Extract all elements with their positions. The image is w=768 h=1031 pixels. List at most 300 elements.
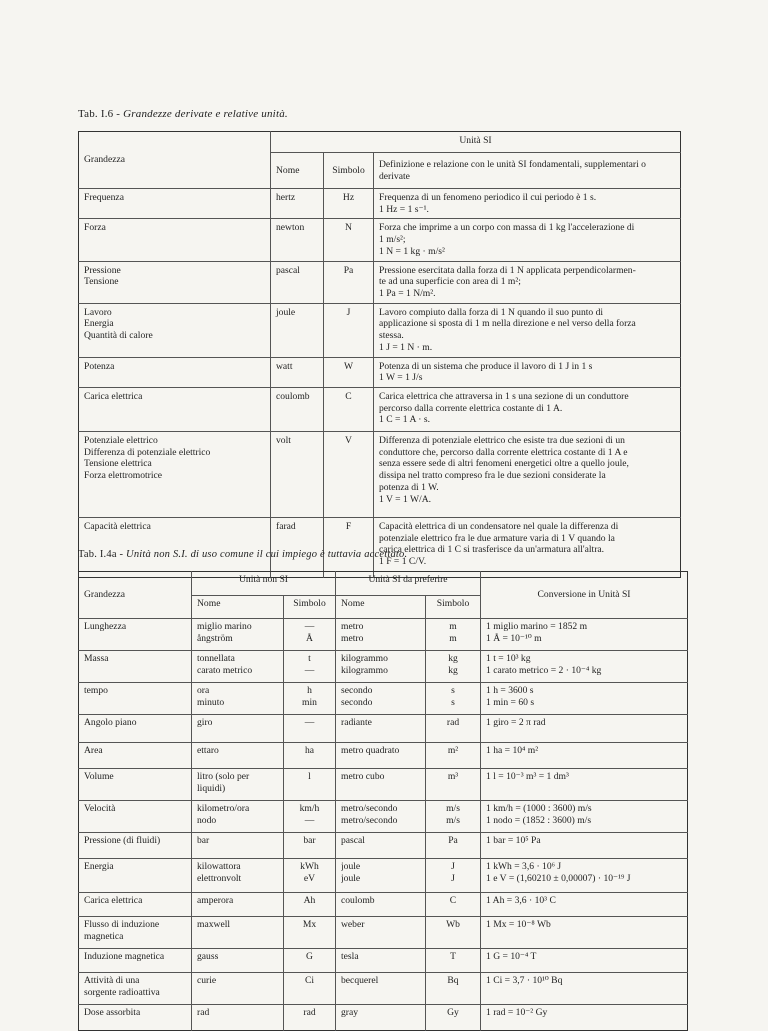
conversion-cell (481, 619, 688, 651)
si-symbol: Gy (447, 1007, 459, 1018)
non-si-name: litro (solo per (197, 771, 250, 782)
si-name: joule (341, 872, 361, 884)
definition-cell (374, 189, 681, 219)
non-si-name: bar (197, 835, 210, 846)
unit-name-cell: joule (271, 303, 324, 357)
non-si-symbol-cell (284, 743, 336, 769)
table-row (79, 619, 688, 651)
non-si-name: ettaro (197, 745, 219, 756)
quantity-name: Capacità elettrica (84, 521, 151, 533)
definition-line: percorso dalla corrente elettrica costante di 1 A. (379, 402, 563, 414)
conversion-line: 1 ha = 10⁴ m² (486, 745, 539, 756)
conversion-line: 1 min = 60 s (486, 696, 535, 708)
non-si-name-cell (192, 715, 284, 743)
definition-line: carica elettrica di 1 C si trasferisce da un'armatura all'altra. (379, 544, 605, 556)
non-si-name: kilometro/ora (197, 803, 250, 814)
quantity-cell (79, 683, 192, 715)
si-name: radiante (341, 717, 372, 728)
si-symbol-cell (426, 893, 481, 917)
non-si-symbol: min (302, 696, 317, 708)
table-row (79, 715, 688, 743)
definition-cell (374, 388, 681, 432)
table-row (79, 859, 688, 893)
si-symbol-cell (426, 743, 481, 769)
non-si-symbol-cell (284, 973, 336, 1005)
non-si-name: elettronvolt (197, 872, 242, 884)
definition-cell (374, 219, 681, 261)
non-si-name: gauss (197, 951, 219, 962)
non-si-units-table (78, 571, 688, 1031)
non-si-name: curie (197, 975, 217, 986)
unit-name-cell: pascal (271, 261, 324, 303)
si-name-cell (336, 1005, 426, 1031)
definition-line: 1 m/s²; (379, 234, 406, 246)
non-si-name: ångström (197, 632, 233, 644)
conversion-cell (481, 893, 688, 917)
non-si-symbol: bar (303, 835, 316, 846)
table-row (79, 801, 688, 833)
quantity-name: Carica elettrica (84, 391, 143, 403)
non-si-symbol-cell (284, 917, 336, 949)
conversion-line: 1 carato metrico = 2 · 10⁻⁴ kg (486, 664, 602, 676)
conversion-cell (481, 715, 688, 743)
quantity-cell (79, 189, 271, 219)
definition-line: 1 C = 1 A · s. (379, 414, 430, 426)
non-si-symbol: Ah (303, 895, 316, 906)
quantity-cell (79, 859, 192, 893)
non-si-symbol: kWh (300, 861, 319, 872)
t2-header-non-si: Unità non SI (192, 572, 336, 596)
non-si-symbol: — (304, 664, 315, 676)
si-name-cell (336, 619, 426, 651)
non-si-symbol: — (304, 814, 315, 826)
si-symbol: s (451, 696, 455, 708)
non-si-name-cell (192, 683, 284, 715)
definition-line: Carica elettrica che attraversa in 1 s una sezione di un conduttore (379, 391, 629, 403)
si-symbol: C (449, 895, 457, 906)
conversion-line: 1 kWh = 3,6 · 10⁶ J (486, 861, 562, 872)
quantity-name: Potenziale elettrico (84, 435, 158, 447)
si-name-cell (336, 801, 426, 833)
quantity-name: Pressione (84, 264, 121, 276)
quantity-name: magnetica (84, 930, 124, 942)
non-si-name: ora (197, 685, 210, 696)
non-si-name-cell (192, 801, 284, 833)
si-symbol: T (450, 951, 456, 962)
quantity-name: Pressione (di fluidi) (84, 835, 161, 846)
quantity-name: Attività di una (84, 975, 140, 986)
definition-line: Pressione esercitata dalla forza di 1 N applicata perpendicolarmen- (379, 264, 636, 276)
non-si-symbol-cell (284, 651, 336, 683)
definition-line: applicazione si sposta di 1 m nella direzione e nel verso della forza (379, 318, 636, 330)
table2-caption (78, 549, 407, 560)
unit-symbol-cell: Pa (324, 261, 374, 303)
non-si-symbol-cell (284, 715, 336, 743)
conversion-line: 1 e V = (1,60210 ± 0,00007) · 10⁻¹⁹ J (486, 872, 631, 884)
derived-units-table (78, 131, 681, 578)
quantity-name: Angolo piano (84, 717, 137, 728)
si-name: metro cubo (341, 771, 385, 782)
t2-header-conversion: Conversione in Unità SI (481, 572, 688, 619)
quantity-name: tempo (84, 685, 108, 696)
conversion-line: 1 l = 10⁻³ m³ = 1 dm³ (486, 771, 569, 782)
si-symbol-cell (426, 949, 481, 973)
quantity-cell (79, 432, 271, 518)
quantity-cell (79, 518, 271, 578)
t1-header-name: Nome (271, 153, 324, 189)
quantity-cell (79, 357, 271, 387)
si-name: gray (341, 1007, 359, 1018)
conversion-cell (481, 801, 688, 833)
si-symbol-cell (426, 973, 481, 1005)
si-symbol: kg (448, 664, 458, 676)
definition-cell (374, 303, 681, 357)
conversion-line: 1 nodo = (1852 : 3600) m/s (486, 814, 592, 826)
quantity-cell (79, 261, 271, 303)
si-name-cell (336, 949, 426, 973)
definition-line: Forza che imprime a un corpo con massa di 1 kg l'accelerazione di (379, 222, 635, 234)
si-name: tesla (341, 951, 359, 962)
non-si-symbol-cell (284, 1005, 336, 1031)
non-si-name: maxwell (197, 919, 231, 930)
definition-line: conduttore che, percorso dalla corrente elettrica costante di 1 A e (379, 446, 628, 458)
non-si-name-cell (192, 833, 284, 859)
quantity-cell (79, 715, 192, 743)
definition-line: te ad una superficie con area di 1 m²; (379, 276, 521, 288)
quantity-cell (79, 917, 192, 949)
table1-caption-number: Tab. I.6 - (78, 108, 121, 120)
conversion-line: 1 giro = 2 π rad (486, 717, 546, 728)
si-name: joule (341, 861, 361, 872)
quantity-name: Tensione elettrica (84, 458, 152, 470)
non-si-name: liquidi) (197, 782, 226, 794)
non-si-name-cell (192, 743, 284, 769)
non-si-name: kilowattora (197, 861, 241, 872)
non-si-name: rad (197, 1007, 210, 1018)
t2-header-si-symbol: Simbolo (426, 595, 481, 619)
si-symbol: Bq (447, 975, 459, 986)
si-symbol-cell (426, 833, 481, 859)
non-si-name-cell (192, 949, 284, 973)
conversion-line: 1 Ci = 3,7 · 10¹⁰ Bq (486, 975, 563, 986)
non-si-name: carato metrico (197, 664, 253, 676)
table-row (79, 769, 688, 801)
conversion-cell (481, 833, 688, 859)
non-si-symbol-cell (284, 801, 336, 833)
table-row (79, 949, 688, 973)
non-si-name: giro (197, 717, 213, 728)
si-name: coulomb (341, 895, 375, 906)
definition-cell (374, 357, 681, 387)
quantity-cell (79, 651, 192, 683)
table2-caption-number: Tab. I.4a - (78, 549, 124, 560)
conversion-line: 1 h = 3600 s (486, 685, 534, 696)
quantity-cell (79, 801, 192, 833)
si-symbol-cell (426, 651, 481, 683)
quantity-cell (79, 743, 192, 769)
t2-header-non-si-symbol: Simbolo (284, 595, 336, 619)
definition-line: 1 Hz = 1 s⁻¹. (379, 203, 429, 215)
table-row (79, 219, 681, 261)
quantity-name: Differenza di potenziale elettrico (84, 446, 211, 458)
definition-line: Potenza di un sistema che produce il lavoro di 1 J in 1 s (379, 360, 593, 372)
si-name-cell (336, 743, 426, 769)
si-symbol: m/s (446, 814, 460, 826)
conversion-line: 1 G = 10⁻⁴ T (486, 951, 537, 962)
definition-line: 1 V = 1 W/A. (379, 493, 432, 505)
t1-header-si-group: Unità SI (271, 132, 681, 153)
definition-line: 1 W = 1 J/s (379, 372, 423, 384)
conversion-cell (481, 973, 688, 1005)
si-name-cell (336, 859, 426, 893)
si-symbol: rad (446, 717, 460, 728)
non-si-symbol: l (308, 771, 311, 782)
quantity-name: sorgente radioattiva (84, 986, 160, 998)
unit-symbol-cell: F (324, 518, 374, 578)
si-symbol-cell (426, 801, 481, 833)
t2-header-non-si-name: Nome (192, 595, 284, 619)
table-row (79, 432, 681, 518)
conversion-cell (481, 1005, 688, 1031)
non-si-name-cell (192, 1005, 284, 1031)
unit-symbol-cell: V (324, 432, 374, 518)
table-row (79, 833, 688, 859)
quantity-name: Massa (84, 653, 109, 664)
si-name-cell (336, 715, 426, 743)
quantity-cell (79, 769, 192, 801)
si-name: kilogrammo (341, 653, 388, 664)
definition-line: 1 N = 1 kg · m/s² (379, 245, 445, 257)
conversion-line: 1 bar = 10⁵ Pa (486, 835, 541, 846)
quantity-cell (79, 619, 192, 651)
si-name: kilogrammo (341, 664, 388, 676)
definition-line: 1 J = 1 N · m. (379, 341, 433, 353)
t2-header-quantity: Grandezza (84, 589, 126, 601)
si-name-cell (336, 917, 426, 949)
non-si-name: miglio marino (197, 621, 252, 632)
quantity-cell (79, 949, 192, 973)
t1-header-quantity: Grandezza (84, 154, 126, 166)
t2-header-si-preferred: Unità SI da preferire (336, 572, 481, 596)
table1-caption (78, 108, 288, 120)
t2-body (79, 619, 688, 1031)
quantity-cell (79, 219, 271, 261)
quantity-name: Volume (84, 771, 114, 782)
definition-line: Capacità elettrica di un condensatore nel quale la differenza di (379, 521, 619, 533)
si-name: pascal (341, 835, 365, 846)
si-symbol-cell (426, 715, 481, 743)
non-si-name: tonnellata (197, 653, 235, 664)
conversion-line: 1 km/h = (1000 : 3600) m/s (486, 803, 592, 814)
non-si-symbol: rad (303, 1007, 316, 1018)
quantity-name: Area (84, 745, 103, 756)
quantity-name: Dose assorbita (84, 1007, 141, 1018)
unit-symbol-cell: C (324, 388, 374, 432)
conversion-cell (481, 651, 688, 683)
unit-name-cell: coulomb (271, 388, 324, 432)
definition-cell (374, 432, 681, 518)
table-row (79, 893, 688, 917)
conversion-line: 1 rad = 10⁻² Gy (486, 1007, 548, 1018)
non-si-name-cell (192, 917, 284, 949)
si-symbol: J (451, 861, 455, 872)
definition-line: Lavoro compiuto dalla forza di 1 N quando il suo punto di (379, 306, 604, 318)
si-symbol: m (449, 632, 457, 644)
si-name: becquerel (341, 975, 379, 986)
non-si-symbol: eV (303, 872, 316, 884)
quantity-name: Lunghezza (84, 621, 127, 632)
unit-name-cell: volt (271, 432, 324, 518)
si-symbol: J (451, 872, 455, 884)
si-name: metro (341, 632, 364, 644)
quantity-name: Frequenza (84, 192, 124, 203)
quantity-name: Carica elettrica (84, 895, 143, 906)
quantity-name: Induzione magnetica (84, 951, 165, 962)
quantity-name: Energia (84, 318, 114, 330)
non-si-name-cell (192, 651, 284, 683)
definition-line: 1 F = 1 C/V. (379, 556, 427, 568)
quantity-name: Tensione (84, 276, 119, 288)
si-name-cell (336, 769, 426, 801)
si-symbol: m (449, 621, 457, 632)
non-si-name: minuto (197, 696, 225, 708)
non-si-symbol-cell (284, 949, 336, 973)
table-row (79, 683, 688, 715)
si-symbol-cell (426, 683, 481, 715)
table-row (79, 651, 688, 683)
t1-header-symbol: Simbolo (324, 153, 374, 189)
unit-name-cell: watt (271, 357, 324, 387)
non-si-symbol: — (304, 621, 315, 632)
definition-line: Frequenza di un fenomeno periodico il cui periodo è 1 s. (379, 192, 597, 203)
unit-symbol-cell: J (324, 303, 374, 357)
quantity-name: Quantità di calore (84, 330, 153, 342)
t1-header-definition: Definizione e relazione con le unità SI fondamentali, supplementari o derivate (374, 153, 681, 189)
si-name: metro/secondo (341, 814, 398, 826)
conversion-cell (481, 743, 688, 769)
conversion-cell (481, 949, 688, 973)
table-row (79, 261, 681, 303)
quantity-name: Forza elettromotrice (84, 470, 163, 482)
conversion-cell (481, 859, 688, 893)
table-row (79, 303, 681, 357)
non-si-symbol: G (306, 951, 313, 962)
si-symbol-cell (426, 917, 481, 949)
quantity-cell (79, 388, 271, 432)
definition-line: dissipa nel tratto compreso fra le due sezioni considerate la (379, 470, 606, 482)
table1-caption-text: Grandezze derivate e relative unità. (123, 108, 288, 120)
non-si-symbol: km/h (299, 803, 320, 814)
non-si-symbol-cell (284, 619, 336, 651)
si-symbol: m/s (446, 803, 460, 814)
non-si-symbol-cell (284, 769, 336, 801)
unit-symbol-cell: N (324, 219, 374, 261)
non-si-name: nodo (197, 814, 217, 826)
definition-line: senza essere sede di altri fenomeni energetici oltre a quello joule, (379, 458, 629, 470)
si-name: metro/secondo (341, 803, 398, 814)
si-name: metro (341, 621, 364, 632)
si-name: metro quadrato (341, 745, 400, 756)
si-name-cell (336, 893, 426, 917)
si-name: weber (341, 919, 365, 930)
definition-line: Differenza di potenziale elettrico che esiste tra due sezioni di un (379, 435, 625, 447)
si-symbol-cell (426, 769, 481, 801)
non-si-symbol-cell (284, 683, 336, 715)
si-name-cell (336, 973, 426, 1005)
non-si-symbol: ha (304, 745, 315, 756)
table-row (79, 189, 681, 219)
table-row (79, 518, 681, 578)
definition-cell (374, 518, 681, 578)
table-row (79, 357, 681, 387)
non-si-symbol: Å (306, 632, 313, 644)
si-symbol-cell (426, 1005, 481, 1031)
non-si-name-cell (192, 769, 284, 801)
t1-body (79, 189, 681, 578)
non-si-symbol-cell (284, 833, 336, 859)
si-symbol: m² (447, 745, 459, 756)
non-si-symbol: t (308, 653, 311, 664)
quantity-name: Flusso di induzione (84, 919, 160, 930)
table-row (79, 743, 688, 769)
non-si-symbol: — (304, 717, 315, 728)
conversion-line: 1 miglio marino = 1852 m (486, 621, 588, 632)
si-name: secondo (341, 696, 373, 708)
si-name: secondo (341, 685, 373, 696)
conversion-cell (481, 769, 688, 801)
unit-name-cell: newton (271, 219, 324, 261)
unit-name-cell: farad (271, 518, 324, 578)
non-si-name-cell (192, 619, 284, 651)
quantity-cell (79, 1005, 192, 1031)
conversion-line: 1 Å = 10⁻¹⁰ m (486, 632, 542, 644)
non-si-name-cell (192, 893, 284, 917)
quantity-cell (79, 303, 271, 357)
conversion-cell (481, 917, 688, 949)
definition-cell (374, 261, 681, 303)
si-name-cell (336, 683, 426, 715)
quantity-name: Velocità (84, 803, 116, 814)
si-symbol-cell (426, 859, 481, 893)
non-si-name-cell (192, 859, 284, 893)
quantity-name: Forza (84, 222, 106, 234)
si-symbol-cell (426, 619, 481, 651)
conversion-line: 1 Ah = 3,6 · 10³ C (486, 895, 556, 906)
unit-symbol-cell: Hz (324, 189, 374, 219)
si-name-cell (336, 651, 426, 683)
conversion-line: 1 Mx = 10⁻⁸ Wb (486, 919, 551, 930)
non-si-name: amperora (197, 895, 234, 906)
unit-name-cell: hertz (271, 189, 324, 219)
si-symbol: Pa (448, 835, 458, 846)
conversion-cell (481, 683, 688, 715)
table-row (79, 973, 688, 1005)
quantity-name: Lavoro (84, 306, 112, 318)
si-symbol: s (451, 685, 455, 696)
quantity-cell (79, 833, 192, 859)
definition-line: stessa. (379, 330, 404, 342)
definition-line: potenziale elettrico fra le due armature varia di 1 V quando la (379, 532, 615, 544)
table-row (79, 917, 688, 949)
quantity-name: Energia (84, 861, 114, 872)
table-row (79, 388, 681, 432)
conversion-line: 1 t = 10³ kg (486, 653, 531, 664)
definition-line: potenza di 1 W. (379, 481, 439, 493)
definition-line: 1 Pa = 1 N/m². (379, 287, 436, 299)
unit-symbol-cell: W (324, 357, 374, 387)
non-si-symbol-cell (284, 893, 336, 917)
quantity-name: Potenza (84, 360, 115, 372)
